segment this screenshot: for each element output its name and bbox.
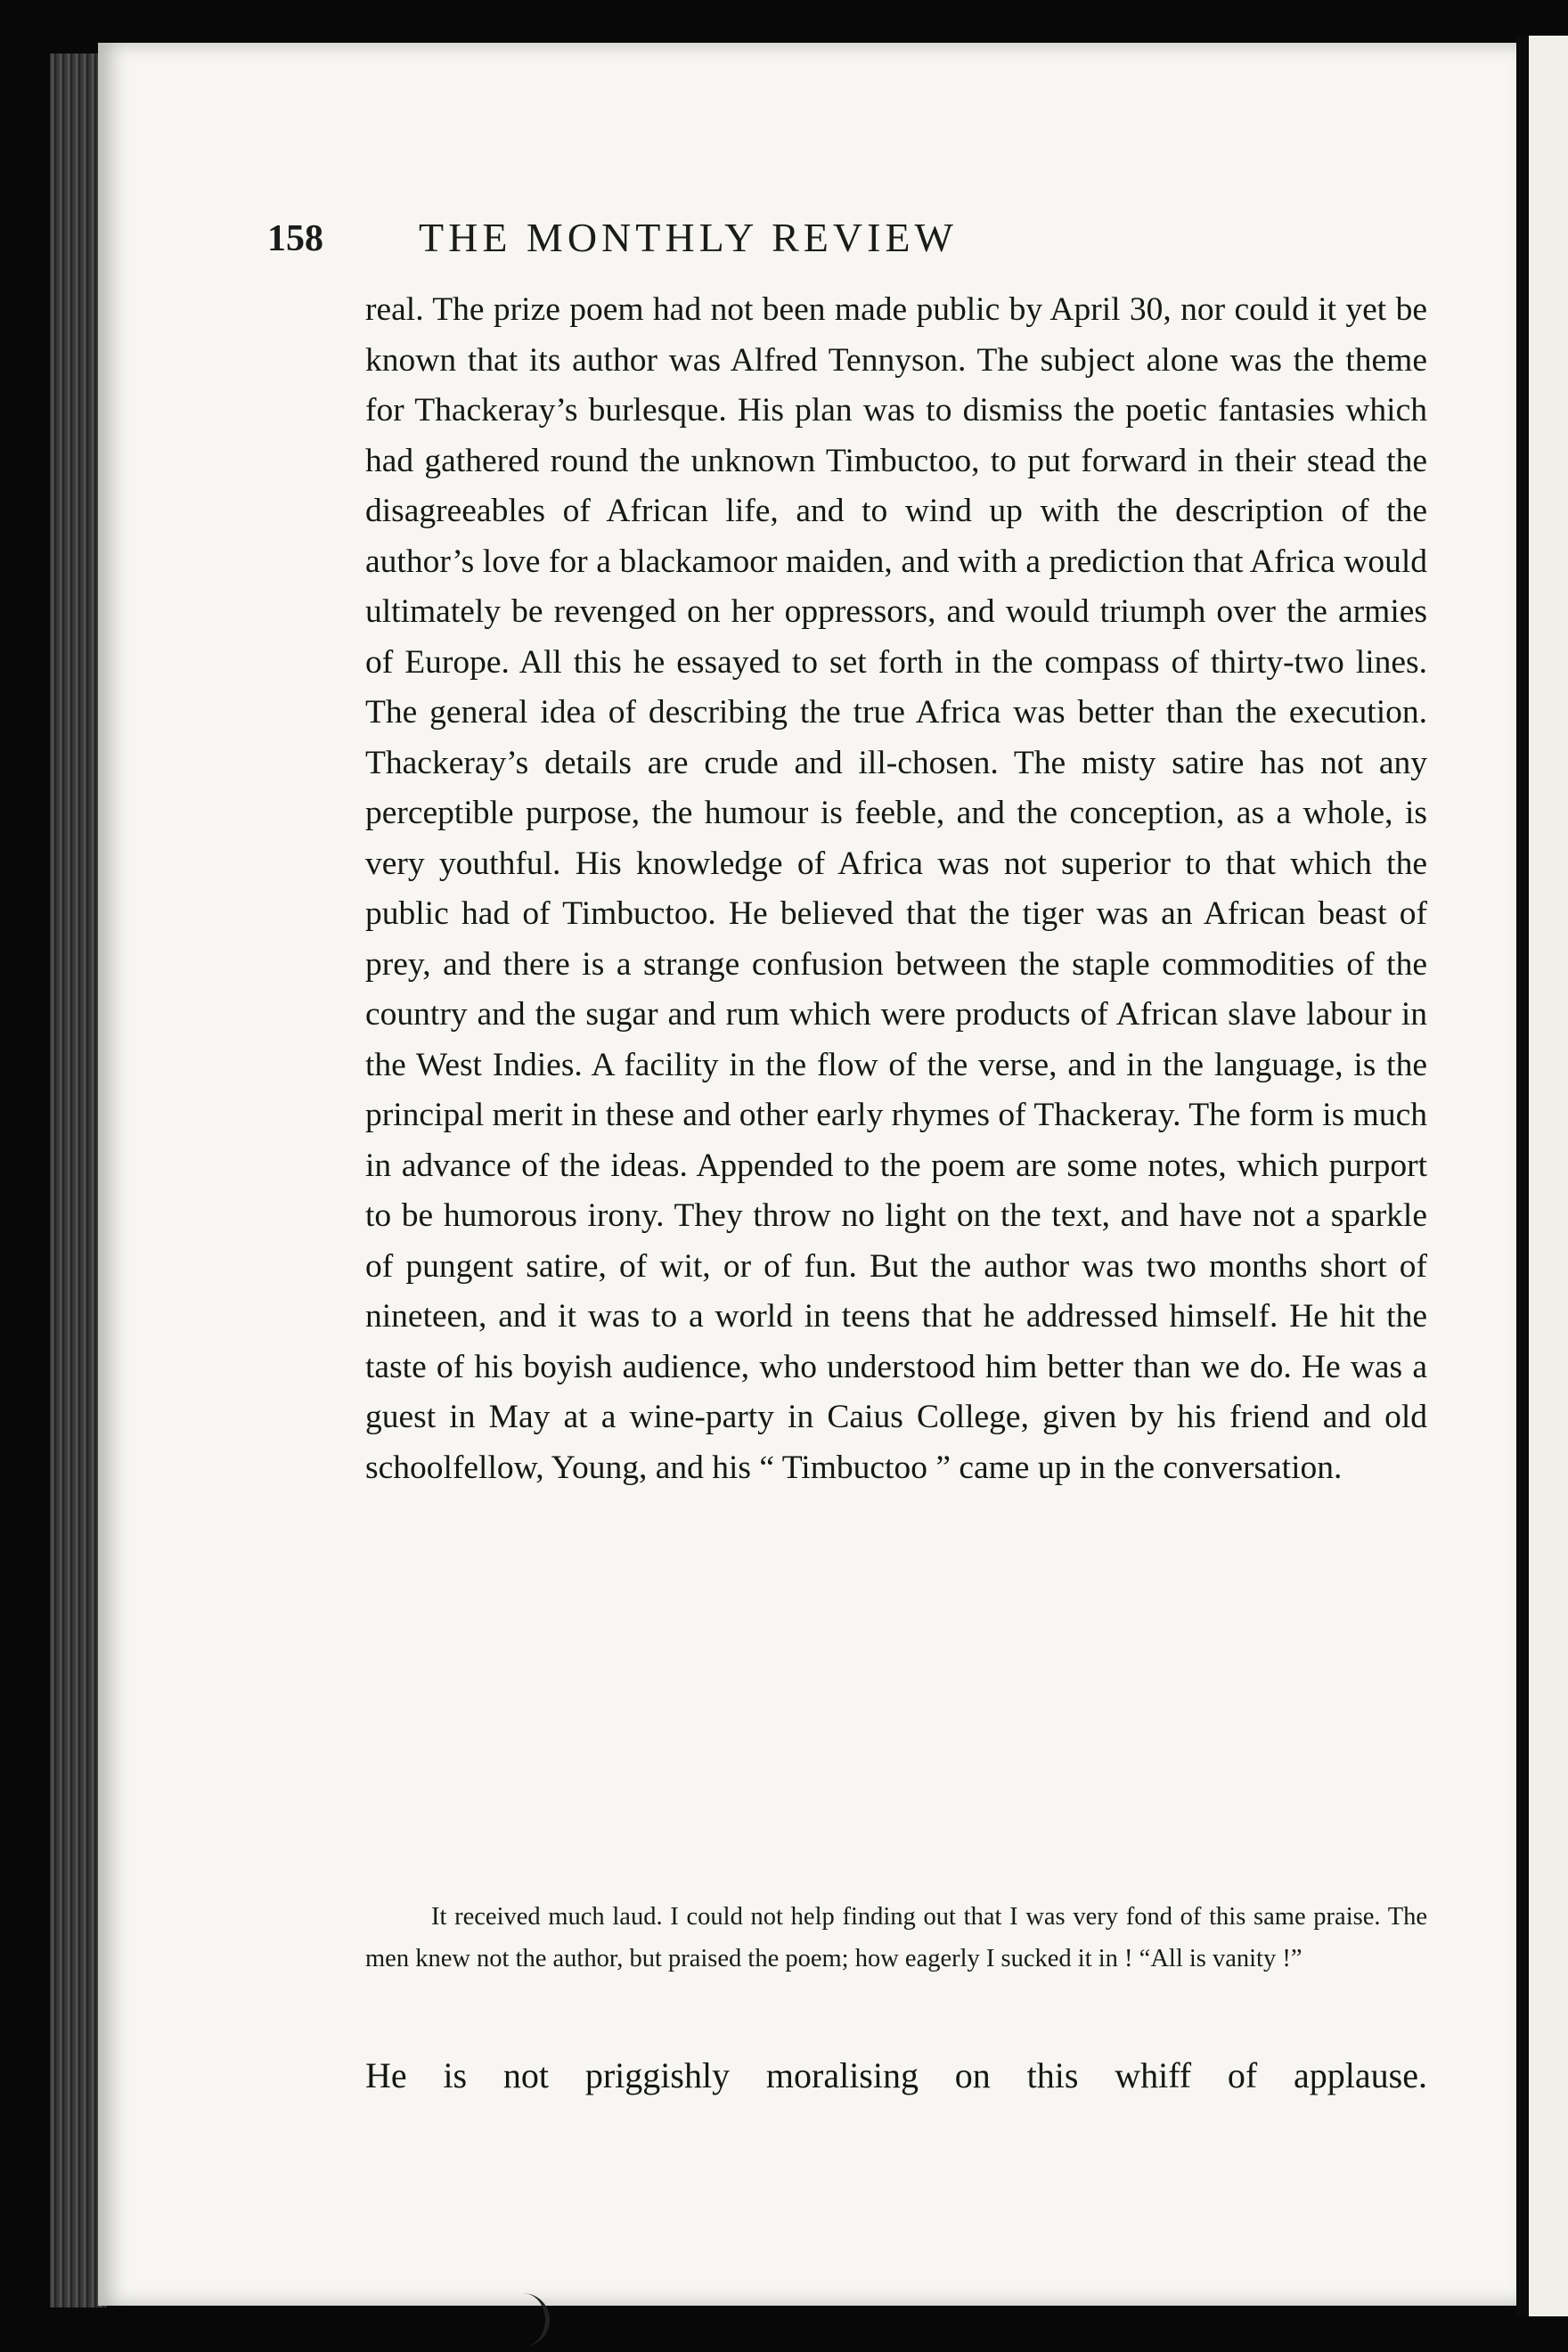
main-paragraph: real. The prize poem had not been made public by April 30, nor could it yet be known that its author was Alfred Tennyson. The subject alone was the theme for Thackeray’s burlesque. His plan was to dismiss the poetic fantasies which had gathered round the unknown Timbuctoo, to put forward in their stead the disagreeables of African life, and to wind up with the description of the author’s love for a blackamoor maiden, and with a prediction that Africa would ultimately be revenged on her oppressors, and would triumph over the armies of Europe. All this he essayed to set forth in the compass of thirty-two lines. The general idea of describing the true Africa was better than the execution. Thackeray’s details are crude and ill-chosen. The misty satire has not any perceptible purpose, the humour is feeble, and the conception, as a whole, is very youthful. His knowledge of Africa was not superior to that which the public had of Timbuctoo. He believed that the tiger was an African beast of prey, and there is a strange confusion between the staple commodities of the country and the sugar and rum which were products of African slave labour in the West Indies. A facility in the flow of the verse, and in the language, is the principal merit in these and other early rhymes of Thackeray. The form is much in advance of the ideas. Appended to the poem are some notes, which purport to be humorous irony. They throw no light on the text, and have not a sparkle of pungent satire, of wit, or of fun. But the author was two months short of nineteen, and it was to a world in teens that he addressed himself. He hit the taste of his boyish audience, who understood him better than we do. He was a guest in May at a wine-party in Caius College, given by his friend and old schoolfellow, Young, and his “ Timbuctoo ” came up in the conversation. xyxy=(365,291,1427,1486)
closing-line: He is not priggishly moralising on this whiff of applause. xyxy=(365,2055,1427,2095)
page-header xyxy=(267,210,1194,273)
facing-page-edge xyxy=(1525,36,1568,2316)
running-head: THE MONTHLY REVIEW xyxy=(419,215,958,260)
page-number: 158 xyxy=(267,218,323,259)
page-gutter xyxy=(1516,36,1529,2316)
block-quote: It received much laud. I could not help finding out that I was very fond of this same praise. The men knew not the author, but praised the poem; how eagerly I sucked it in ! “All is vanity !” xyxy=(365,1903,1427,1972)
